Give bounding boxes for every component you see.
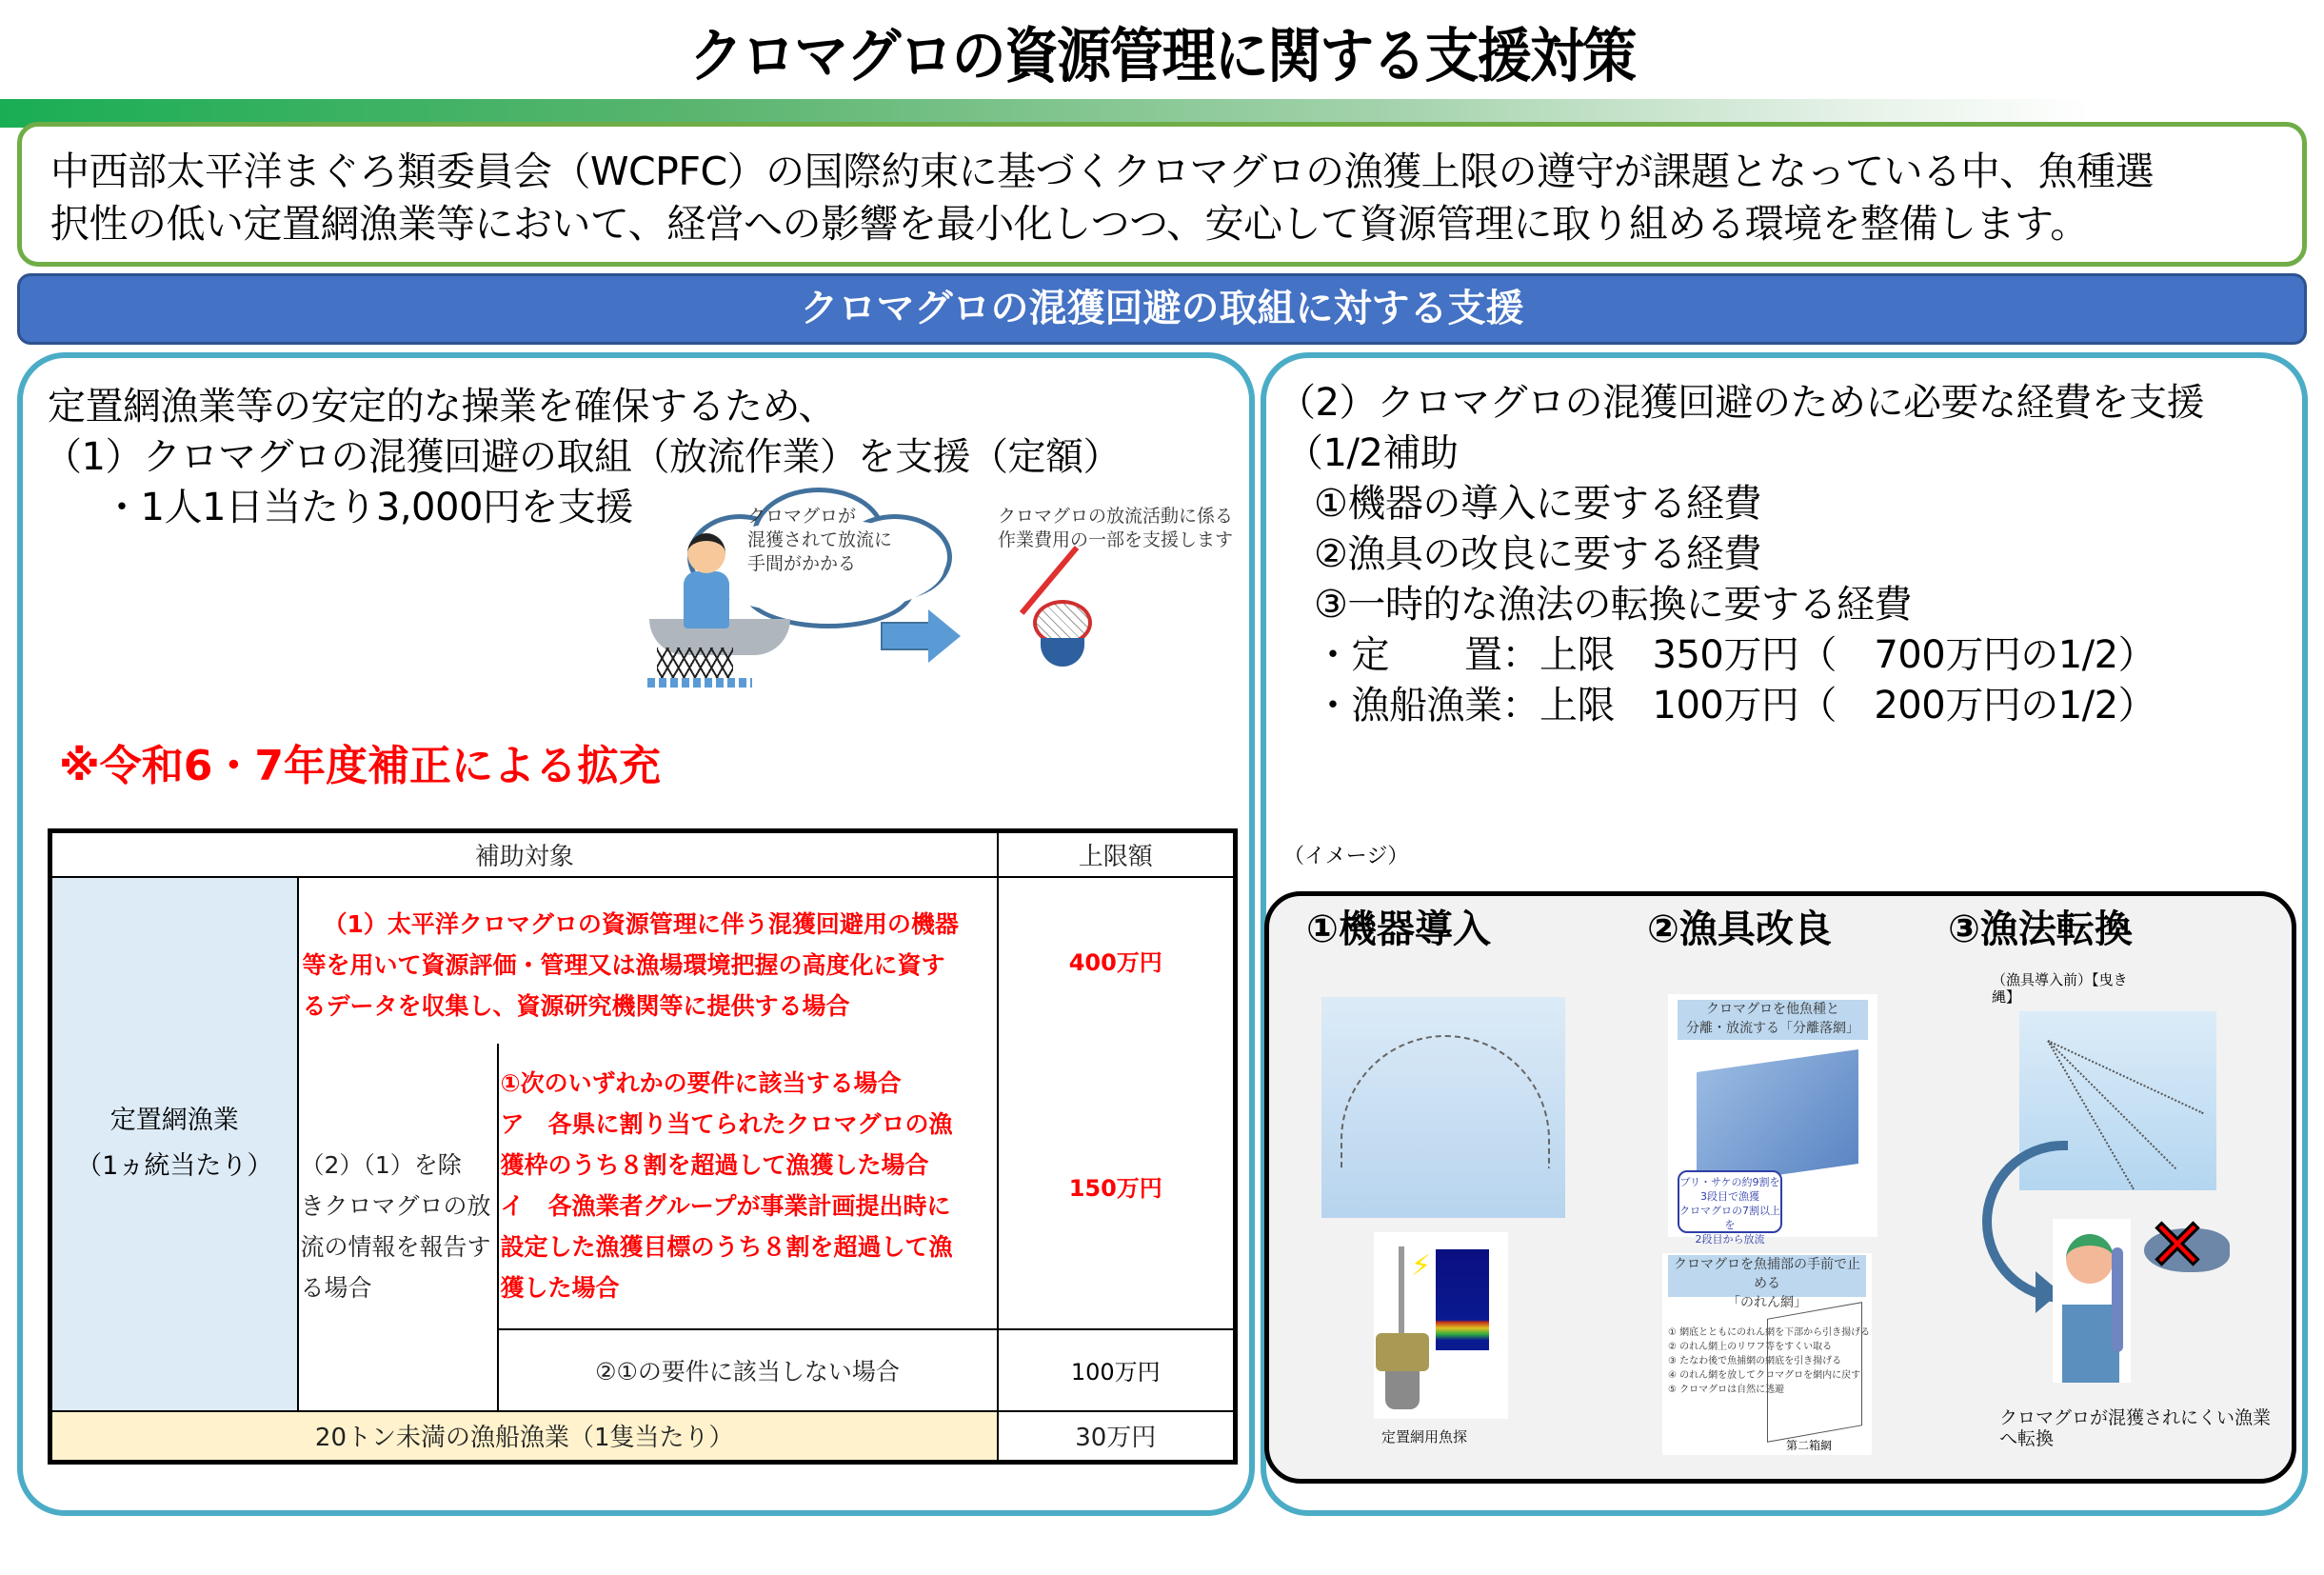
fisherman-head-icon	[687, 533, 725, 573]
echogram-icon	[1436, 1249, 1489, 1350]
method-change-caption	[1999, 1407, 2271, 1449]
fisherman-face-icon	[2066, 1234, 2114, 1284]
caption-line: 分離・放流する「分離落網」	[1686, 1021, 1859, 1036]
small-vessel-amount: 30万円	[998, 1411, 1236, 1463]
intro-box	[17, 122, 2307, 267]
callout-line: ブリ・サケの約9割を	[1679, 1176, 1780, 1188]
fisherman-icon	[684, 571, 729, 628]
callout-line: クロマグロの7割以上を	[1679, 1205, 1780, 1231]
right-arrow-head-icon	[928, 609, 961, 663]
sonar-buoy-icon	[1376, 1333, 1429, 1371]
limit-set-net: ・定 置：上限 350万円（ 700万円の1/2）	[1314, 633, 2156, 677]
fisherman-apron-icon	[2062, 1305, 2119, 1383]
intro-line-2: 択性の低い定置網漁業等において、経営への影響を最小化しつつ、安心して資源管理に取り組める環境を整備します。	[50, 201, 2089, 247]
row2-label	[298, 1044, 498, 1411]
step: ④ のれん網を放してクロマグロを網内に戻す	[1668, 1370, 1861, 1381]
limit-vessel: ・漁船漁業：上限 100万円（ 200万円の1/2）	[1314, 684, 2156, 728]
small-vessel-category: 20トン未満の漁船漁業（1隻当たり）	[50, 1411, 998, 1463]
right-panel-item-3: ③一時的な漁法の転換に要する経費	[1314, 583, 1912, 627]
row2-label-line: る場合	[300, 1274, 372, 1302]
table-row	[50, 877, 1236, 1044]
caption-line: 縄】	[1992, 988, 2021, 1006]
row1-line: るデータを収集し、資源研究機関等に提供する場合	[302, 992, 850, 1020]
before-gear-caption	[1992, 971, 2128, 1006]
thought-line: クロマグロが	[747, 506, 857, 527]
row2a-line: 獲した場合	[500, 1274, 620, 1302]
row2b-description: ②①の要件に該当しない場合	[498, 1329, 998, 1411]
row1-amount: 400万円	[998, 877, 1236, 1044]
left-panel-item-1: （1）クロマグロの混獲回避の取組（放流作業）を支援（定額）	[44, 435, 1121, 479]
right-arrow-icon	[881, 622, 930, 650]
row2-label-line: きクロマグロの放	[300, 1192, 491, 1220]
category-label: 定置網漁業	[109, 1106, 239, 1135]
caption-line: クロマグロを他魚種と	[1706, 1002, 1839, 1017]
row2a-line: 設定した漁獲目標のうち８割を超過して漁	[500, 1233, 953, 1261]
header-subsidy-target: 補助対象	[50, 831, 998, 877]
intro-line-1: 中西部太平洋まぐろ類委員会（WCPFC）の国際約束に基づくクロマグロの漁獲上限の遵守が課題となっている中、魚種選	[50, 149, 2155, 194]
row1-description	[298, 877, 998, 1044]
table-header-row	[50, 831, 1236, 877]
header-upper-limit: 上限額	[998, 831, 1236, 877]
separation-net-callout	[1678, 1170, 1782, 1246]
right-panel-heading: （2）クロマグロの混獲回避のために必要な経費を支援	[1278, 381, 2204, 425]
row1-line: （1）太平洋クロマグロの資源管理に伴う混獲回避用の機器	[323, 910, 959, 938]
separation-net-image	[1668, 994, 1877, 1246]
subsidy-table	[48, 828, 1238, 1465]
row2b-amount: 100万円	[998, 1329, 1236, 1411]
row2-label-line: 流の情報を報告す	[300, 1233, 491, 1261]
step: ② のれん網上のリワフ等をすくい取る	[1668, 1342, 1833, 1352]
row2-label-line: （2）（1）を除	[300, 1151, 462, 1179]
expansion-note: ※令和6・7年度補正による拡充	[59, 742, 662, 790]
net-diagram-icon	[1767, 1302, 1862, 1443]
step: ⑤ クロマグロは自然に逃避	[1668, 1385, 1785, 1395]
net-arc-icon	[1341, 1035, 1550, 1168]
box-net-label: 第二箱網	[1786, 1439, 1833, 1452]
table-footer-row	[50, 1411, 1236, 1463]
callout-line: 3段目で漁獲	[1700, 1190, 1759, 1203]
row2a-line: 獲枠のうち８割を超過して漁獲した場合	[500, 1151, 929, 1179]
caption-line: へ転換	[1999, 1428, 2055, 1449]
thought-line: 混獲されて放流に	[747, 529, 893, 550]
sonar-base-icon	[1385, 1371, 1420, 1409]
category-set-net	[50, 877, 298, 1411]
callout-line: 2段目から放流	[1695, 1233, 1765, 1246]
support-line: 作業費用の一部を支援します	[998, 529, 1234, 550]
heading-gear-improvement: ②漁具改良	[1647, 907, 1832, 951]
caption-line: クロマグロを魚捕部の手前で止める	[1674, 1257, 1860, 1291]
heading-equipment: ①機器導入	[1306, 907, 1491, 951]
caption-line: 「のれん網」	[1727, 1295, 1807, 1310]
image-label: （イメージ）	[1283, 845, 1409, 868]
left-panel-intro: 定置網漁業等の安定的な操業を確保するため、	[48, 385, 836, 429]
prohibited-x-icon: ✕	[2148, 1205, 2208, 1286]
set-net-diagram-image	[1321, 997, 1565, 1218]
thought-cloud-text	[747, 505, 892, 576]
row2a-line: ①次のいずれかの要件に該当する場合	[500, 1069, 902, 1097]
support-line: クロマグロの放流活動に係る	[998, 506, 1234, 527]
row2a-amount: 150万円	[998, 1044, 1236, 1329]
right-panel-item-2: ②漁具の改良に要する経費	[1314, 532, 1761, 576]
step: ③ たなわ後で魚捕網の網底を引き揚げる	[1668, 1356, 1842, 1366]
water-wave-icon	[647, 678, 752, 688]
sonar-caption: 定置網用魚探	[1381, 1428, 1468, 1445]
heading-method-change: ③漁法転換	[1948, 907, 2133, 951]
right-panel-item-1: ①機器の導入に要する経費	[1314, 482, 1761, 526]
thought-line: 手間がかかる	[747, 553, 857, 574]
caption-line: （漁具導入前）【曳き	[1992, 971, 2128, 988]
separation-net-caption	[1678, 1000, 1868, 1040]
row1-line: 等を用いて資源評価・管理又は漁場環境把握の高度化に資す	[302, 951, 945, 979]
row2a-description	[498, 1044, 998, 1329]
caption-line: クロマグロが混獲されにくい漁業	[1999, 1407, 2272, 1428]
held-fish-icon	[2112, 1247, 2123, 1352]
sonar-pole-icon	[1399, 1246, 1404, 1337]
left-panel-rate: ・1人1日当たり3,000円を支援	[103, 486, 633, 529]
noren-net-caption	[1668, 1255, 1866, 1310]
fishing-line-icon	[2048, 1040, 2204, 1114]
section-header: クロマグロの混獲回避の取組に対する支援	[17, 273, 2307, 345]
net-box-icon	[1697, 1049, 1858, 1186]
category-unit: （1ヵ統当たり）	[76, 1151, 273, 1181]
step: ① 網底とともにのれん網を下部から引き揚げる	[1668, 1327, 1871, 1338]
row2a-line: ア 各県に割り当てられたクロマグロの漁	[500, 1110, 953, 1138]
fisherman-with-fish-image	[2053, 1219, 2131, 1383]
page-title: クロマグロの資源管理に関する支援対策	[688, 21, 1636, 90]
support-description	[998, 505, 1233, 552]
row2a-line: イ 各漁業者グループが事業計画提出時に	[500, 1192, 951, 1220]
noren-net-image	[1662, 1253, 1872, 1455]
signal-bolt-icon: ⚡	[1411, 1249, 1432, 1283]
right-panel-subsidy-rate: （1/2補助	[1285, 431, 1459, 475]
